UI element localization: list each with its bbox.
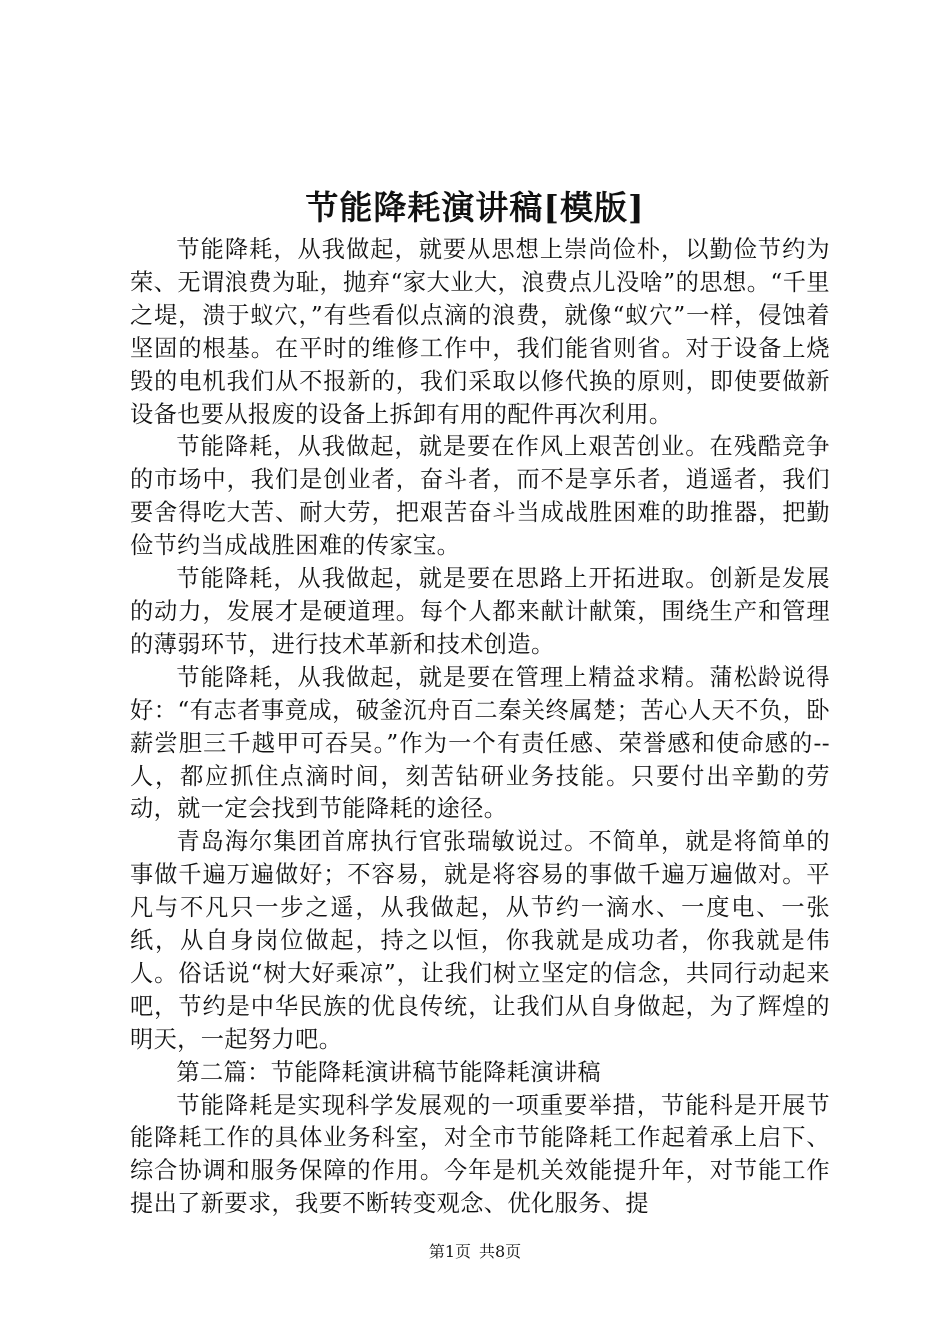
paragraph-5: 青岛海尔集团首席执行官张瑞敏说过。不简单，就是将简单的事做千遍万遍做好；不容易，就是将容易的事做千遍万遍做对。平凡与不凡只一步之遥，从我做起，从节约一滴水、一度电、一张纸，从自身岗位做起，持之以恒，你我就是成功者，你我就是伟人。俗话说“树大好乘凉”，让我们树立坚定的信念，共同行动起来吧，节约是中华民族的优良传统，让我们从自身做起，为了辉煌的明天，一起努力吧。: [130, 828, 830, 1053]
paragraph-1: 节能降耗，从我做起，就要从思想上崇尚俭朴，以勤俭节约为荣、无谓浪费为耻，抛弃“家大业大，浪费点儿没啥”的思想。“千里之堤，溃于蚁穴，”有些看似点滴的浪费，就像“蚁穴”一样，侵蚀着坚固的根基。在平时的维修工作中，我们能省则省。对于设备上烧毁的电机我们从不报新的，我们采取以修代换的原则，即使要做新设备也要从报废的设备上拆卸有用的配件再次利用。: [130, 236, 830, 428]
page-total: 共8页: [479, 1242, 522, 1261]
paragraph-2: 节能降耗，从我做起，就是要在作风上艰苦创业。在残酷竞争的市场中，我们是创业者，奋斗者，而不是享乐者，逍遥者，我们要舍得吃大苦、耐大劳，把艰苦奋斗当成战胜困难的助推器，把勤俭节约当成战胜困难的传家宝。: [130, 433, 830, 560]
section-heading: 第二篇：节能降耗演讲稿节能降耗演讲稿: [176, 1058, 601, 1086]
page-footer: [0, 1242, 950, 1262]
paragraph-3: 节能降耗，从我做起，就是要在思路上开拓进取。创新是发展的动力，发展才是硬道理。每个人都来献计献策，围绕生产和管理的薄弱环节，进行技术革新和技术创造。: [130, 565, 830, 658]
paragraph-4: 节能降耗，从我做起，就是要在管理上精益求精。蒲松龄说得好：“有志者事竟成，破釜沉舟百二秦关终属楚；苦心人天不负，卧薪尝胆三千越甲可吞吴。”作为一个有责任感、荣誉感和使命感的--人，都应抓住点滴时间，刻苦钻研业务技能。只要付出辛勤的劳动，就一定会找到节能降耗的途径。: [130, 663, 830, 823]
page-number: 第1页: [428, 1242, 471, 1261]
document-body: [130, 234, 830, 1221]
paragraph-6: 节能降耗是实现科学发展观的一项重要举措，节能科是开展节能降耗工作的具体业务科室，对全市节能降耗工作起着承上启下、综合协调和服务保障的作用。今年是机关效能提升年，对节能工作提出了新要求，我要不断转变观念、优化服务、提: [130, 1091, 830, 1218]
document-title: 节能降耗演讲稿[模版]: [305, 188, 645, 227]
